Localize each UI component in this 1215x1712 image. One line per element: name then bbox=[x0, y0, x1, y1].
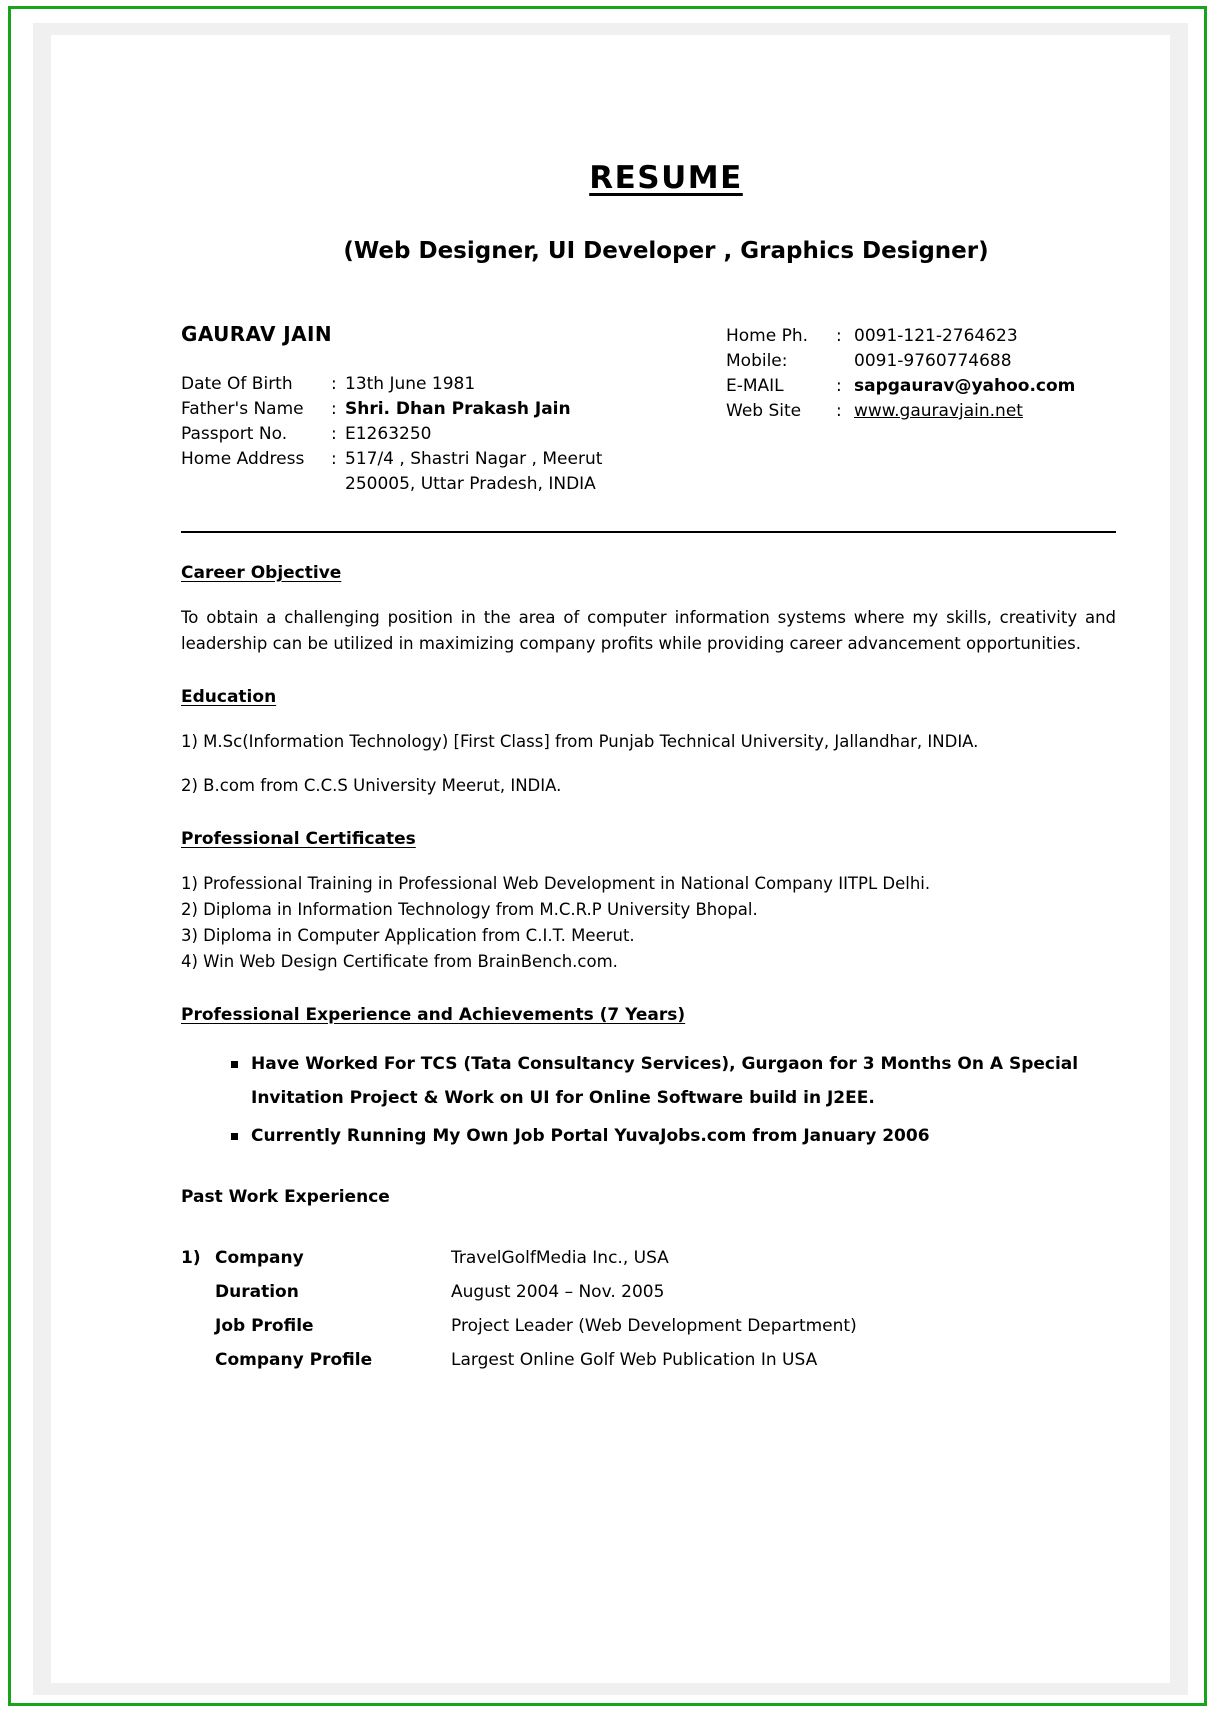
section-professional-certificates bbox=[181, 829, 1116, 975]
career-objective-text: To obtain a challenging position in the area of computer information systems where my skills, creativity and leadership can be utilized in maximizing company profits while providing career advancement opportunities. bbox=[181, 608, 1116, 653]
detail-value: 13th June 1981 bbox=[345, 374, 476, 394]
page-subtitle: (Web Designer, UI Developer , Graphics Designer) bbox=[343, 238, 989, 264]
email-value[interactable]: sapgaurav@yahoo.com bbox=[854, 376, 1076, 396]
detail-row-passport bbox=[181, 422, 726, 447]
contact-details bbox=[726, 322, 1116, 497]
contact-label: Home Ph. bbox=[726, 326, 809, 346]
table-row bbox=[181, 1343, 1116, 1377]
past-work-table bbox=[181, 1241, 1116, 1377]
spacer bbox=[181, 755, 1116, 773]
detail-separator: : bbox=[331, 374, 337, 394]
detail-label: Father's Name bbox=[181, 399, 304, 419]
row-key: Job Profile bbox=[215, 1316, 314, 1336]
past-work-heading: Past Work Experience bbox=[181, 1187, 390, 1207]
contact-separator: : bbox=[836, 376, 842, 396]
certificate-item: 4) Win Web Design Certificate from BrainBench.com. bbox=[181, 952, 618, 971]
identity-block bbox=[181, 322, 1116, 497]
personal-details bbox=[181, 322, 726, 497]
row-value: TravelGolfMedia Inc., USA bbox=[451, 1248, 669, 1268]
detail-value: E1263250 bbox=[345, 424, 432, 444]
row-key: Company Profile bbox=[215, 1350, 373, 1370]
education-item: 1) M.Sc(Information Technology) [First Class] from Punjab Technical University, Jallandhar, INDIA. bbox=[181, 732, 979, 751]
section-professional-experience bbox=[181, 1005, 1116, 1153]
row-key: Duration bbox=[215, 1282, 299, 1302]
page-title: RESUME bbox=[589, 160, 743, 196]
detail-row-dob bbox=[181, 372, 726, 397]
detail-separator: : bbox=[331, 449, 337, 469]
screenshot-border bbox=[8, 6, 1207, 1706]
contact-row-home-phone bbox=[726, 324, 1116, 349]
list-item: Currently Running My Own Job Portal YuvaJobs.com from January 2006 bbox=[181, 1119, 1116, 1153]
detail-label: Passport No. bbox=[181, 424, 288, 444]
detail-separator: : bbox=[331, 424, 337, 444]
contact-row-mobile bbox=[726, 349, 1116, 374]
resume-page bbox=[51, 35, 1170, 1683]
row-key: Company bbox=[215, 1248, 304, 1268]
section-heading: Career Objective bbox=[181, 563, 342, 583]
detail-value: Shri. Dhan Prakash Jain bbox=[345, 399, 571, 419]
detail-label: Date Of Birth bbox=[181, 374, 293, 394]
entry-number-spacer bbox=[181, 1309, 215, 1343]
contact-label: E-MAIL bbox=[726, 376, 784, 396]
contact-separator bbox=[836, 349, 854, 374]
certificate-item: 3) Diploma in Computer Application from C.I.T. Meerut. bbox=[181, 926, 635, 945]
contact-separator: : bbox=[836, 401, 842, 421]
contact-row-email bbox=[726, 374, 1116, 399]
resume-content bbox=[181, 160, 1116, 1377]
education-item: 2) B.com from C.C.S University Meerut, INDIA. bbox=[181, 776, 562, 795]
entry-number-spacer bbox=[181, 1343, 215, 1377]
entry-number: 1) bbox=[181, 1248, 201, 1268]
document-backdrop bbox=[33, 23, 1188, 1695]
detail-label: Home Address bbox=[181, 449, 305, 469]
contact-separator: : bbox=[836, 326, 842, 346]
detail-row-address bbox=[181, 447, 726, 472]
certificate-item: 2) Diploma in Information Technology from M.C.R.P University Bhopal. bbox=[181, 900, 758, 919]
section-career-objective bbox=[181, 563, 1116, 657]
row-value: Project Leader (Web Development Department) bbox=[451, 1316, 857, 1336]
candidate-name: GAURAV JAIN bbox=[181, 322, 332, 346]
contact-row-website bbox=[726, 399, 1116, 424]
section-heading: Education bbox=[181, 687, 277, 707]
table-row bbox=[181, 1275, 1116, 1309]
contact-value: 0091-121-2764623 bbox=[854, 326, 1018, 346]
detail-value: 517/4 , Shastri Nagar , Meerut bbox=[345, 449, 603, 469]
table-row bbox=[181, 1241, 1116, 1275]
list-item: Have Worked For TCS (Tata Consultancy Services), Gurgaon for 3 Months On A Special Invitation Project & Work on UI for Online Software build in J2EE. bbox=[181, 1047, 1116, 1115]
website-link[interactable]: www.gauravjain.net bbox=[854, 401, 1023, 421]
section-heading: Professional Certificates bbox=[181, 829, 416, 849]
detail-row-address-line2: 250005, Uttar Pradesh, INDIA bbox=[345, 474, 596, 494]
experience-bullet-list bbox=[181, 1047, 1116, 1153]
detail-row-father-name bbox=[181, 397, 726, 422]
contact-value: 0091-9760774688 bbox=[854, 351, 1012, 371]
row-value: August 2004 – Nov. 2005 bbox=[451, 1282, 665, 1302]
header-divider bbox=[181, 531, 1116, 533]
section-education bbox=[181, 687, 1116, 799]
row-value: Largest Online Golf Web Publication In USA bbox=[451, 1350, 818, 1370]
section-heading: Professional Experience and Achievements (7 Years) bbox=[181, 1005, 686, 1025]
contact-label: Web Site bbox=[726, 401, 802, 421]
table-row bbox=[181, 1309, 1116, 1343]
detail-separator: : bbox=[331, 399, 337, 419]
certificate-item: 1) Professional Training in Professional Web Development in National Company IITPL Delhi. bbox=[181, 874, 931, 893]
contact-label: Mobile: bbox=[726, 351, 788, 371]
entry-number-spacer bbox=[181, 1275, 215, 1309]
